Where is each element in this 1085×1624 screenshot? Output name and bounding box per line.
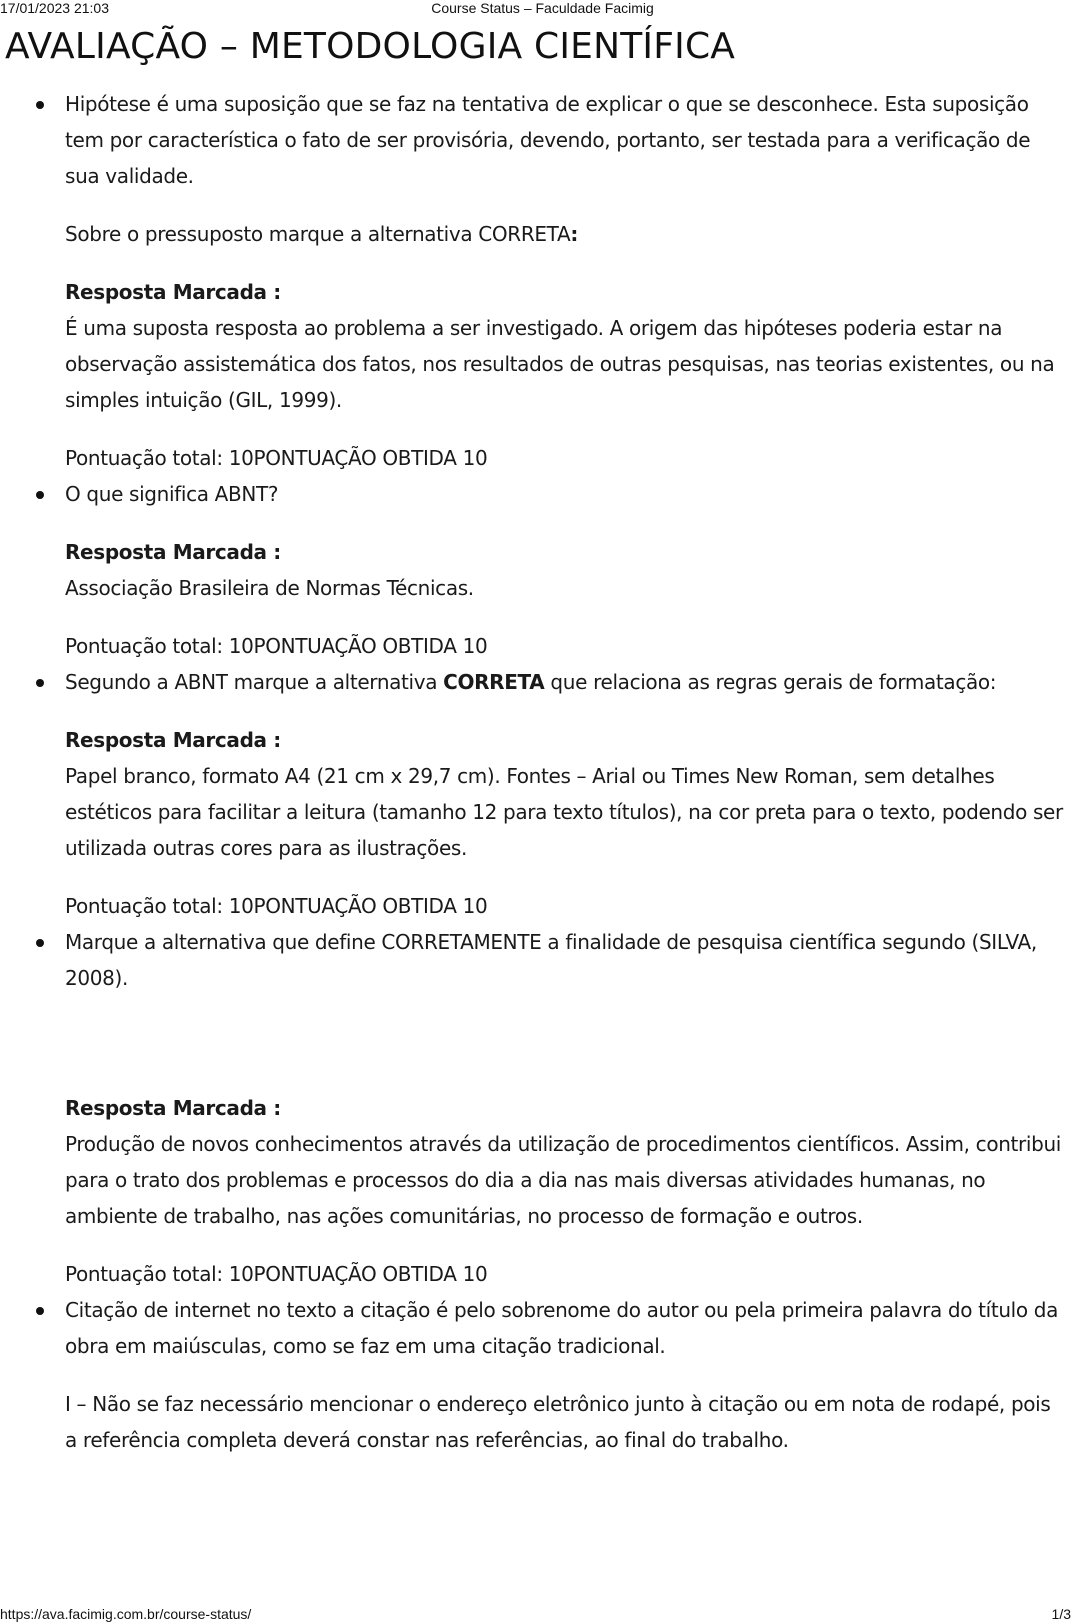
score-text: Pontuação total: 10PONTUAÇÃO OBTIDA 10 xyxy=(65,1262,488,1286)
question-subtext: I – Não se faz necessário mencionar o endereço eletrônico junto à citação ou em nota de rodapé, pois a referência completa deverá constar nas referências, ao final do trabalho. xyxy=(65,1392,1051,1452)
blank-spacer xyxy=(65,996,1065,1068)
print-page-title: Course Status – Faculdade Facimig xyxy=(431,0,654,16)
question-subtext-main: Sobre o pressuposto marque a alternativa CORRETA xyxy=(65,222,571,246)
question-item-1 xyxy=(0,86,1085,476)
question-text: O que significa ABNT? xyxy=(65,482,279,506)
answer-text: Produção de novos conhecimentos através da utilização de procedimentos científicos. Assim, contribui para o trato dos problemas e processos do dia a dia nas mais diversas atividades humanas, no ambiente de trabalho, nas ações comunitárias, no processo de formação e outros. xyxy=(65,1132,1061,1228)
answer-text: É uma suposta resposta ao problema a ser investigado. A origem das hipóteses poderia estar na observação assistemática dos fatos, nos resultados de outras pesquisas, nas teorias existentes, ou na simples intuição (GIL, 1999). xyxy=(65,316,1055,412)
answer-text: Associação Brasileira de Normas Técnicas. xyxy=(65,576,474,600)
bullet-icon xyxy=(36,491,44,499)
print-footer xyxy=(0,1604,1085,1624)
question-text: Marque a alternativa que define CORRETAMENTE a finalidade de pesquisa científica segundo (SILVA, 2008). xyxy=(65,930,1037,990)
question-subtext-colon: : xyxy=(570,222,578,246)
score-text: Pontuação total: 10PONTUAÇÃO OBTIDA 10 xyxy=(65,894,488,918)
print-header xyxy=(0,0,1085,18)
question-text: Citação de internet no texto a citação é pelo sobrenome do autor ou pela primeira palavra do título da obra em maiúsculas, como se faz em uma citação tradicional. xyxy=(65,1298,1059,1358)
question-item-2 xyxy=(0,476,1085,664)
question-item-5 xyxy=(0,1292,1085,1458)
print-url: https://ava.facimig.com.br/course-status/ xyxy=(0,1606,252,1622)
question-text xyxy=(65,664,1065,700)
question-list xyxy=(0,86,1085,1458)
answer-label: Resposta Marcada : xyxy=(65,280,281,304)
bullet-icon xyxy=(36,1307,44,1315)
question-text-before: Segundo a ABNT marque a alternativa xyxy=(65,670,444,694)
score-text: Pontuação total: 10PONTUAÇÃO OBTIDA 10 xyxy=(65,446,488,470)
question-item-4 xyxy=(0,924,1085,1292)
bullet-icon xyxy=(36,939,44,947)
print-page-number: 1/3 xyxy=(1051,1606,1071,1622)
question-subtext xyxy=(65,216,1065,252)
bullet-icon xyxy=(36,101,44,109)
answer-label: Resposta Marcada : xyxy=(65,728,281,752)
page-title: AVALIAÇÃO – METODOLOGIA CIENTÍFICA xyxy=(5,26,736,67)
question-text: Hipótese é uma suposição que se faz na tentativa de explicar o que se desconhece. Esta suposição tem por característica o fato de ser provisória, devendo, portanto, ser testada para a verificação de sua validade. xyxy=(65,92,1031,188)
answer-label: Resposta Marcada : xyxy=(65,1096,281,1120)
question-text-bold: CORRETA xyxy=(443,670,545,694)
answer-label: Resposta Marcada : xyxy=(65,540,281,564)
answer-text: Papel branco, formato A4 (21 cm x 29,7 cm). Fontes – Arial ou Times New Roman, sem detalhes estéticos para facilitar a leitura (tamanho 12 para texto títulos), na cor preta para o texto, podendo ser utilizada outras cores para as ilustrações. xyxy=(65,764,1063,860)
print-datetime: 17/01/2023 21:03 xyxy=(0,0,109,16)
assessment-content xyxy=(0,86,1085,1458)
score-text: Pontuação total: 10PONTUAÇÃO OBTIDA 10 xyxy=(65,634,488,658)
question-text-after: que relaciona as regras gerais de formatação: xyxy=(544,670,997,694)
question-item-3 xyxy=(0,664,1085,924)
bullet-icon xyxy=(36,679,44,687)
